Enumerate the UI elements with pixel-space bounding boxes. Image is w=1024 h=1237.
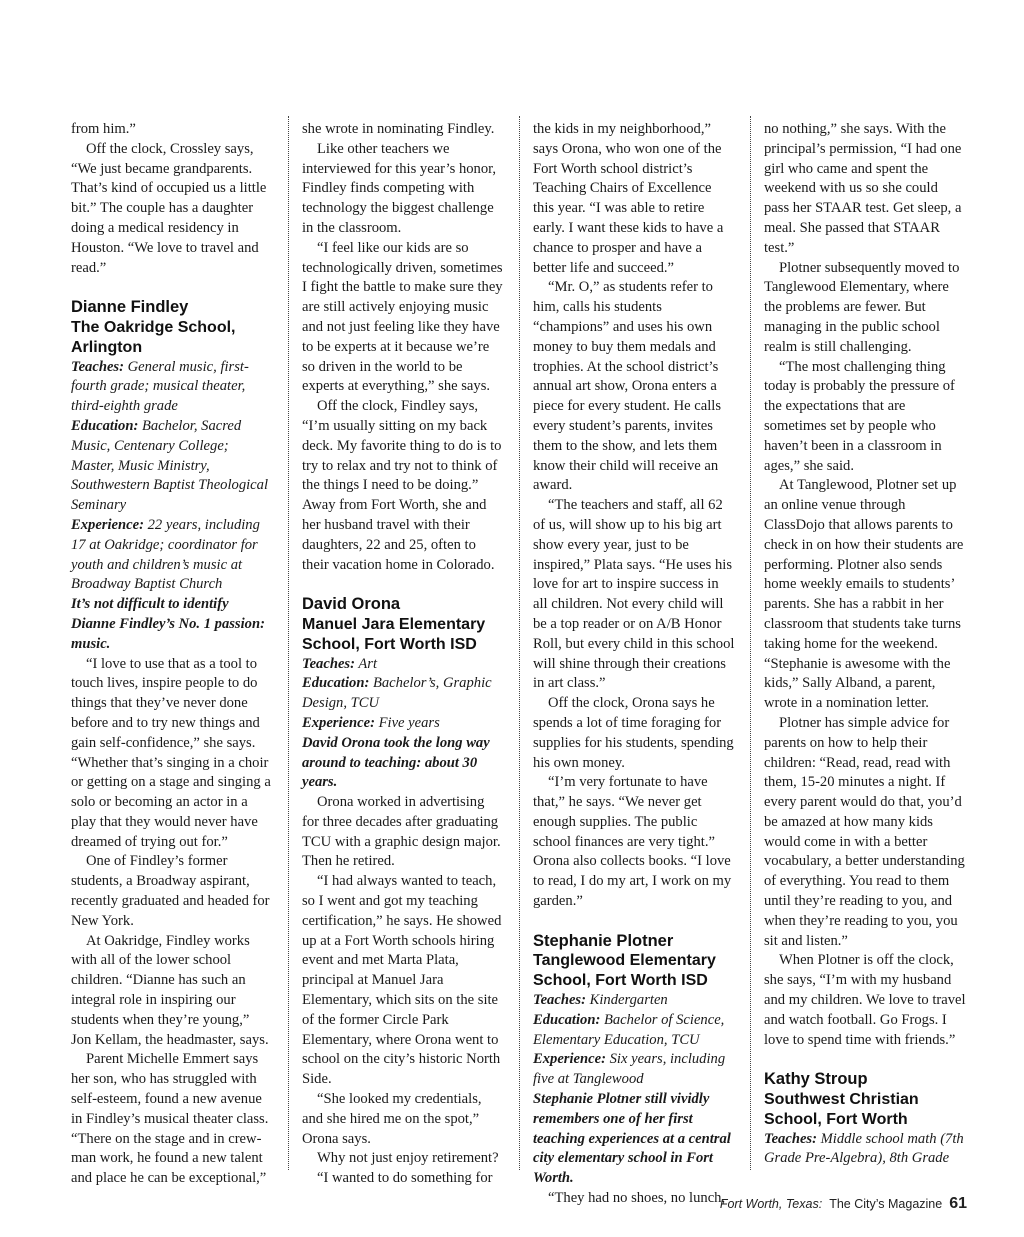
teacher-school: Manuel Jara Elementary School, Fort Worth ISD xyxy=(302,615,486,653)
meta-value: Kindergarten xyxy=(589,992,668,1009)
teacher-education xyxy=(533,1011,735,1051)
teacher-experience xyxy=(71,516,273,595)
body-paragraph: “She looked my credentials, and she hired me on the spot,” Orona says. xyxy=(302,1091,482,1147)
teacher-teaches xyxy=(764,1130,966,1170)
meta-label: Experience: xyxy=(71,516,144,533)
body-paragraph: Plotner has simple advice for parents on how to help their children: “Read, read, read with them, 15-20 minutes a night. If every parent would do that, you’d be amazed at how many kids would come in with a better vocabulary, a better understanding of everything. You read to them until they’re reading to you, and when they’re reading to you, you sit and listen.” xyxy=(764,714,965,949)
body-paragraph: One of Findley’s former students, a Broadway aspirant, recently graduated and headed for New York. xyxy=(71,853,270,929)
teacher-name: David Orona xyxy=(302,595,401,614)
body-paragraph: “I’m very fortunate to have that,” he says. “We never get enough supplies. The public school finances are very tight.” Orona also collects books. “I love to read, I do my art, I work on my garden.” xyxy=(533,774,732,910)
meta-label: Experience: xyxy=(302,714,375,731)
teacher-education xyxy=(302,674,504,714)
meta-label: Education: xyxy=(533,1011,601,1028)
meta-label: Education: xyxy=(71,417,139,434)
meta-label: Teaches: xyxy=(764,1130,817,1147)
teacher-experience xyxy=(533,1050,735,1090)
article-column-1 xyxy=(71,120,273,1189)
body-paragraph: “They had no shoes, no lunch, xyxy=(548,1190,726,1207)
body-paragraph: “The teachers and staff, all 62 of us, will show up to his big art show every year, just to be inspired,” Plata says. “He uses his love for art to inspire success in all children. Not every child will be a top reader or on A/B Honor Roll, but every child in this school will shine through their creations in art class.” xyxy=(533,497,735,692)
article-column-2 xyxy=(302,120,504,1189)
meta-value: Six years, including five at Tanglewood xyxy=(533,1051,726,1088)
teacher-name: Dianne Findley xyxy=(71,298,189,317)
body-paragraph: Off the clock, Findley says, “I’m usually sitting on my back deck. My favorite thing to do is to try to relax and try not to think of the things I need to be doing.” Away from Fort Worth, she and her husband travel with their daughters, 22 and 25, often to their vacation home in Colorado. xyxy=(302,398,502,573)
column-divider xyxy=(519,116,520,1170)
footer-magazine: The City’s Magazine xyxy=(829,1197,943,1211)
body-paragraph: At Tanglewood, Plotner set up an online venue through ClassDojo that allows parents to check in on how their students are performing. Plotner also sends home weekly emails to students’ parents. She has a rabbit in her classroom that students take turns taking home for the weekend. “Stephanie is awesome with the kids,” Sally Alband, a parent, wrote in a nomination letter. xyxy=(764,477,964,712)
body-paragraph: “I feel like our kids are so technologically driven, sometimes I fight the battle to make sure they are still actively enjoying music and not just feeling like they have to be experts at it because we’re so driven in the world to be experts at everything,” she says. xyxy=(302,239,503,395)
page-footer xyxy=(720,1195,967,1213)
meta-label: Experience: xyxy=(533,1051,606,1068)
column-divider xyxy=(288,116,289,1170)
body-paragraph: she wrote in nominating Findley. xyxy=(302,121,495,137)
body-paragraph: “I wanted to do something for xyxy=(317,1170,493,1187)
body-paragraph: from him.” xyxy=(71,121,136,137)
pull-quote: Stephanie Plotner still vividly remembers one of her first teaching experiences at a central city elementary school in Fort Worth. xyxy=(533,1091,731,1187)
pull-quote: David Orona took the long way around to teaching: about 30 years. xyxy=(302,734,490,791)
teacher-teaches xyxy=(302,655,504,675)
teacher-education xyxy=(71,417,273,516)
meta-value: Middle school math (7th Grade Pre-Algebra), 8th Grade xyxy=(764,1130,964,1167)
teacher-experience xyxy=(302,714,504,734)
article-column-3 xyxy=(533,120,735,1209)
body-paragraph: When Plotner is off the clock, she says, “I’m with my husband and my children. We love to travel and watch football. Go Frogs. I love to spend time with friends.” xyxy=(764,952,966,1048)
body-paragraph: the kids in my neighborhood,” says Orona, who won one of the Fort Worth school district’s Teaching Chairs of Excellence this year. “I was able to retire early. I want these kids to have a chance to prosper and have a better life and succeed.” xyxy=(533,121,724,276)
meta-value: Bachelor, Sacred Music, Centenary College; Master, Music Ministry, Southwestern Baptist Theological Seminary xyxy=(71,417,269,514)
body-paragraph: Like other teachers we interviewed for this year’s honor, Findley finds competing with technology the biggest challenge in the classroom. xyxy=(302,140,497,236)
teacher-name: Stephanie Plotner xyxy=(533,931,674,950)
meta-value: Bachelor’s, Graphic Design, TCU xyxy=(302,675,492,712)
meta-label: Teaches: xyxy=(302,655,355,672)
article-column-4 xyxy=(764,120,966,1169)
body-paragraph: Parent Michelle Emmert says her son, who has struggled with self-esteem, found a new avenue in Findley’s musical theater class. “There on the stage and in crew-man work, he found a new talent and place he can be exceptional,” xyxy=(71,1051,269,1187)
teacher-school: The Oakridge School, Arlington xyxy=(71,318,236,356)
meta-label: Teaches: xyxy=(71,358,124,375)
teacher-teaches xyxy=(533,991,735,1011)
body-paragraph: Off the clock, Crossley says, “We just became grandparents. That’s kind of occupied us a little bit.” The couple has a daughter doing a medical residency in Houston. “We love to travel and read.” xyxy=(71,140,267,276)
body-paragraph: Why not just enjoy retirement? xyxy=(317,1150,499,1167)
body-paragraph: At Oakridge, Findley works with all of the lower school children. “Dianne has such an integral role in inspiring our students when they’re young,” Jon Kellam, the headmaster, says. xyxy=(71,932,269,1048)
body-paragraph: “I love to use that as a tool to touch lives, inspire people to do things that they’ve never done before and to try new things and gain self-confidence,” she says. “Whether that’s singing in a choir or getting on a stage and singing a solo or becoming an actor in a play that they would never have dreamed of trying out for.” xyxy=(71,655,271,850)
meta-value: Five years xyxy=(378,714,440,731)
body-paragraph: “Mr. O,” as students refer to him, calls his students “champions” and uses his own money to buy them medals and trophies. At the school district’s annual art show, Orona enters a piece for every student. He calls every student’s parents, invites them to the show, and lets them know their child will receive an award. xyxy=(533,279,722,494)
body-paragraph: “I had always wanted to teach, so I went and got my teaching certification,” he says. He showed up at a Fort Worth schools hiring event and met Marta Plata, principal at Manuel Jara Elementary, which sits on the site of the former Circle Park Elementary, where Orona went to school on the city’s historic North Side. xyxy=(302,873,502,1088)
meta-value: General music, first-fourth grade; musical theater, third-eighth grade xyxy=(71,358,249,415)
column-divider xyxy=(750,116,751,1170)
teacher-name: Kathy Stroup xyxy=(764,1070,868,1089)
body-paragraph: no nothing,” she says. With the principal’s permission, “I had one girl who came and spent the weekend with us so she could pass her STAAR test. Get sleep, a meal. She passed that STAAR test.” xyxy=(764,121,962,256)
meta-label: Education: xyxy=(302,675,370,692)
body-paragraph: Plotner subsequently moved to Tanglewood Elementary, where the problems are fewer. But managing in the public school realm is still challenging. xyxy=(764,259,960,355)
pull-quote: It’s not difficult to identify Dianne Findley’s No. 1 passion: music. xyxy=(71,596,265,652)
meta-value: Bachelor of Science, Elementary Education, TCU xyxy=(533,1011,725,1048)
body-paragraph: “The most challenging thing today is probably the pressure of the expectations that are sometimes set by people who haven’t been in a classroom in ages,” she said. xyxy=(764,358,955,474)
teacher-teaches xyxy=(71,358,273,417)
meta-value: Art xyxy=(358,655,378,672)
teacher-school: Southwest Christian School, Fort Worth xyxy=(764,1091,919,1128)
body-paragraph: Off the clock, Orona says he spends a lot of time foraging for supplies for his students, spending his own money. xyxy=(533,695,734,771)
page-number: 61 xyxy=(949,1195,967,1212)
body-paragraph: Orona worked in advertising for three decades after graduating TCU with a graphic design major. Then he retired. xyxy=(302,794,501,870)
meta-label: Teaches: xyxy=(533,992,586,1009)
teacher-school: Tanglewood Elementary School, Fort Worth ISD xyxy=(533,952,716,990)
footer-place: Fort Worth, Texas: xyxy=(719,1197,823,1211)
meta-value: 22 years, including 17 at Oakridge; coordinator for youth and children’s music at Broadway Baptist Church xyxy=(71,516,260,593)
